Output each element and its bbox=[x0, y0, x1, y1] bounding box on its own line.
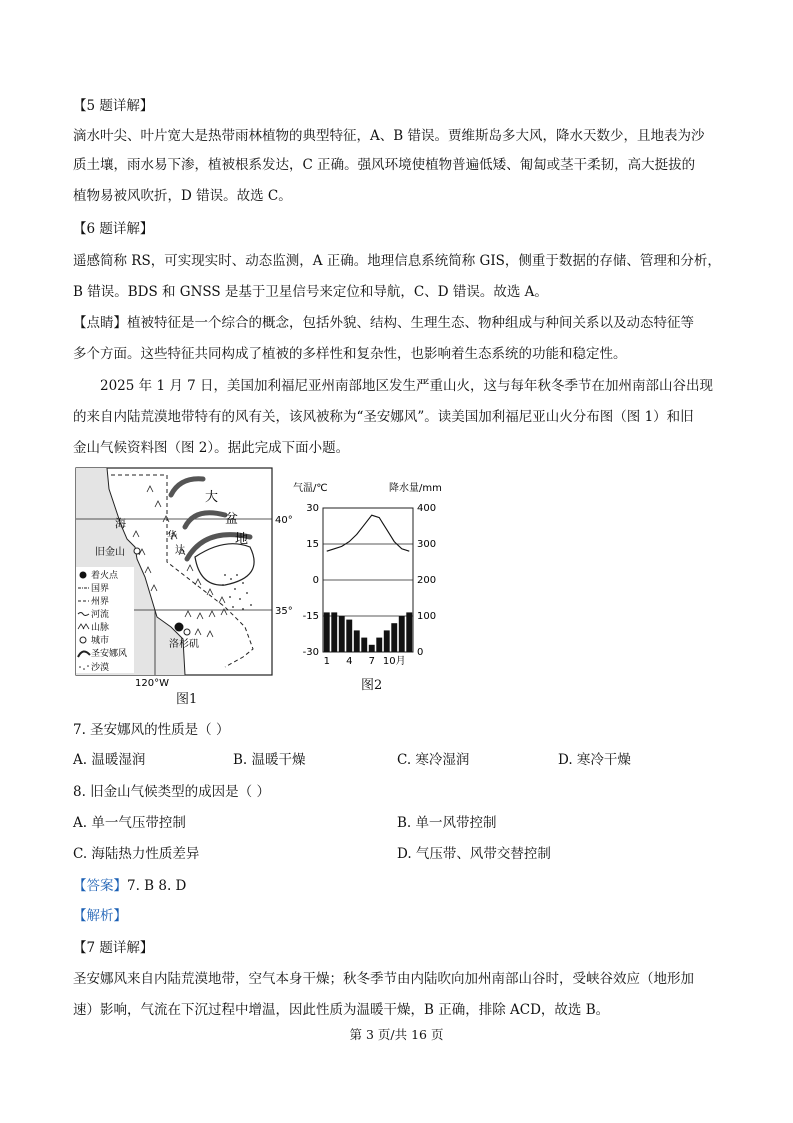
legend-mountain: 山脉 bbox=[91, 623, 110, 633]
q5-detail-text: 滴水叶尖、叶片宽大是热带雨林植物的典型特征，A、B 错误。贾维斯岛多大风，降水天数少，且地表为沙 bbox=[73, 128, 705, 144]
q7-option-a[interactable]: A. 温暖湿润 bbox=[73, 752, 146, 768]
san-francisco-label: 旧金山 bbox=[95, 547, 125, 558]
page-footer: 第 3 页/共 16 页 bbox=[349, 1027, 444, 1042]
answer-value: 7. B 8. D bbox=[127, 878, 187, 894]
legend-desert: 沙漠 bbox=[91, 663, 110, 673]
fire-point bbox=[175, 623, 184, 632]
answer-label: 【答案】 bbox=[73, 878, 127, 894]
legend-state-border: 州界 bbox=[91, 597, 110, 607]
x-tick: 7 bbox=[368, 656, 375, 667]
q7-stem: 7. 圣安娜风的性质是（ ） bbox=[73, 722, 230, 738]
climate-chart bbox=[293, 480, 453, 670]
sierra-char: 华 bbox=[167, 531, 177, 542]
temperature-line bbox=[327, 515, 410, 551]
q7-detail-header: 【7 题详解】 bbox=[73, 940, 154, 956]
lat-35-label: 35° bbox=[275, 606, 293, 617]
q8-stem: 8. 旧金山气候类型的成因是（ ） bbox=[73, 784, 270, 800]
precip-bar bbox=[346, 620, 352, 652]
precip-bar bbox=[361, 638, 367, 652]
basin-char: 大 bbox=[205, 490, 219, 505]
q7-detail-text: 圣安娜风来自内陆荒漠地带，空气本身干燥；秋冬季节由内陆吹向加州南部山谷时，受峡谷效应（地形加 bbox=[73, 971, 694, 987]
map-legend bbox=[76, 567, 134, 673]
figure1-caption: 图1 bbox=[176, 692, 198, 707]
answer-line bbox=[73, 876, 186, 896]
y-left-tick: -30 bbox=[302, 647, 319, 658]
precip-bar bbox=[391, 623, 397, 652]
y-left-tick: 15 bbox=[306, 539, 319, 550]
y-right-tick: 100 bbox=[417, 611, 437, 622]
q5-detail-header: 【5 题详解】 bbox=[73, 98, 154, 114]
q7-option-b[interactable]: B. 温暖干燥 bbox=[233, 752, 306, 768]
precip-bar bbox=[324, 612, 330, 652]
y-left-tick: 0 bbox=[312, 575, 319, 586]
california-map bbox=[75, 467, 293, 689]
y-right-tick: 400 bbox=[417, 503, 437, 514]
basin-char: 盆 bbox=[225, 512, 239, 527]
figure2-caption: 图2 bbox=[361, 678, 383, 693]
q8-option-b[interactable]: B. 单一风带控制 bbox=[397, 815, 497, 831]
q8-option-c[interactable]: C. 海陆热力性质差异 bbox=[73, 846, 200, 862]
tip-text: 多个方面。这些特征共同构成了植被的多样性和复杂性，也影响着生态系统的功能和稳定性。 bbox=[73, 346, 627, 362]
q6-detail-header: 【6 题详解】 bbox=[73, 221, 154, 237]
precip-bar bbox=[376, 638, 382, 652]
x-tick: 4 bbox=[346, 656, 353, 667]
q6-detail-text: 遥感简称 RS，可实现实时、动态监测，A 正确。地理信息系统简称 GIS，侧重于数据的存储、管理和分析， bbox=[73, 253, 721, 269]
x-tick: 1 bbox=[323, 656, 330, 667]
q7-option-d[interactable]: D. 寒冷干燥 bbox=[558, 752, 631, 768]
precip-bar bbox=[406, 612, 412, 652]
intro-text: 金山气候资料图（图 2）。据此完成下面小题。 bbox=[73, 440, 350, 456]
y-left-label: 气温/℃ bbox=[293, 483, 328, 494]
q8-option-d[interactable]: D. 气压带、风带交替控制 bbox=[397, 846, 551, 862]
lat-40-label: 40° bbox=[275, 515, 293, 526]
y-right-tick: 0 bbox=[417, 647, 424, 658]
legend-national-border: 国界 bbox=[91, 584, 110, 594]
precip-bar bbox=[354, 630, 360, 652]
basin-char: 地 bbox=[235, 532, 249, 547]
legend-river: 河流 bbox=[91, 610, 110, 620]
q5-detail-text: 植物易被风吹折，D 错误。故选 C。 bbox=[73, 188, 292, 204]
y-left-tick: 30 bbox=[306, 503, 319, 514]
y-right-label: 降水量/mm bbox=[389, 483, 442, 494]
analysis-label: 【解析】 bbox=[73, 908, 127, 924]
q7-detail-text: 速）影响，气流在下沉过程中增温，因此性质为温暖干燥，B 正确，排除 ACD，故选 B。 bbox=[73, 1002, 610, 1018]
sierra-char: 达 bbox=[175, 545, 185, 556]
precip-bar bbox=[384, 630, 390, 652]
q5-detail-text: 质土壤，雨水易下渗，植被根系发达，C 正确。强风环境使植物普遍低矮、匍匐或茎干柔韧，高大挺拔的 bbox=[73, 157, 696, 173]
y-right-tick: 200 bbox=[417, 575, 437, 586]
legend-fire: 着火点 bbox=[91, 571, 119, 581]
precip-bar bbox=[399, 616, 405, 652]
los-angeles-city bbox=[184, 629, 190, 635]
precip-bar bbox=[339, 616, 345, 652]
ocean-char: 海 bbox=[115, 517, 126, 530]
precip-bar bbox=[369, 645, 375, 652]
san-francisco-city bbox=[134, 548, 140, 554]
precip-bar bbox=[331, 612, 337, 652]
legend-santa-ana-wind: 圣安娜风 bbox=[91, 649, 128, 659]
los-angeles-label: 洛杉矶 bbox=[169, 639, 199, 650]
q7-option-c[interactable]: C. 寒冷湿润 bbox=[397, 752, 470, 768]
intro-text: 2025 年 1 月 7 日，美国加利福尼亚州南部地区发生严重山火，这与每年秋冬季节在加州南部山谷出现 bbox=[100, 378, 713, 394]
intro-text: 的来自内陆荒漠地带特有的风有关，该风被称为“圣安娜风”。读美国加利福尼亚山火分布图（图 1）和旧 bbox=[73, 409, 694, 425]
tip-text: 【点睛】植被特征是一个综合的概念，包括外貌、结构、生理生态、物种组成与种间关系以及动态特征等 bbox=[73, 315, 694, 331]
q8-option-a[interactable]: A. 单一气压带控制 bbox=[73, 815, 186, 831]
legend-city: 城市 bbox=[91, 636, 110, 646]
y-right-tick: 300 bbox=[417, 539, 437, 550]
y-left-tick: -15 bbox=[302, 611, 319, 622]
x-tick: 10月 bbox=[382, 656, 406, 667]
q6-detail-text: B 错误。BDS 和 GNSS 是基于卫星信号来定位和导航，C、D 错误。故选 A。 bbox=[73, 284, 548, 300]
lon-120-label: 120°W bbox=[135, 678, 169, 689]
